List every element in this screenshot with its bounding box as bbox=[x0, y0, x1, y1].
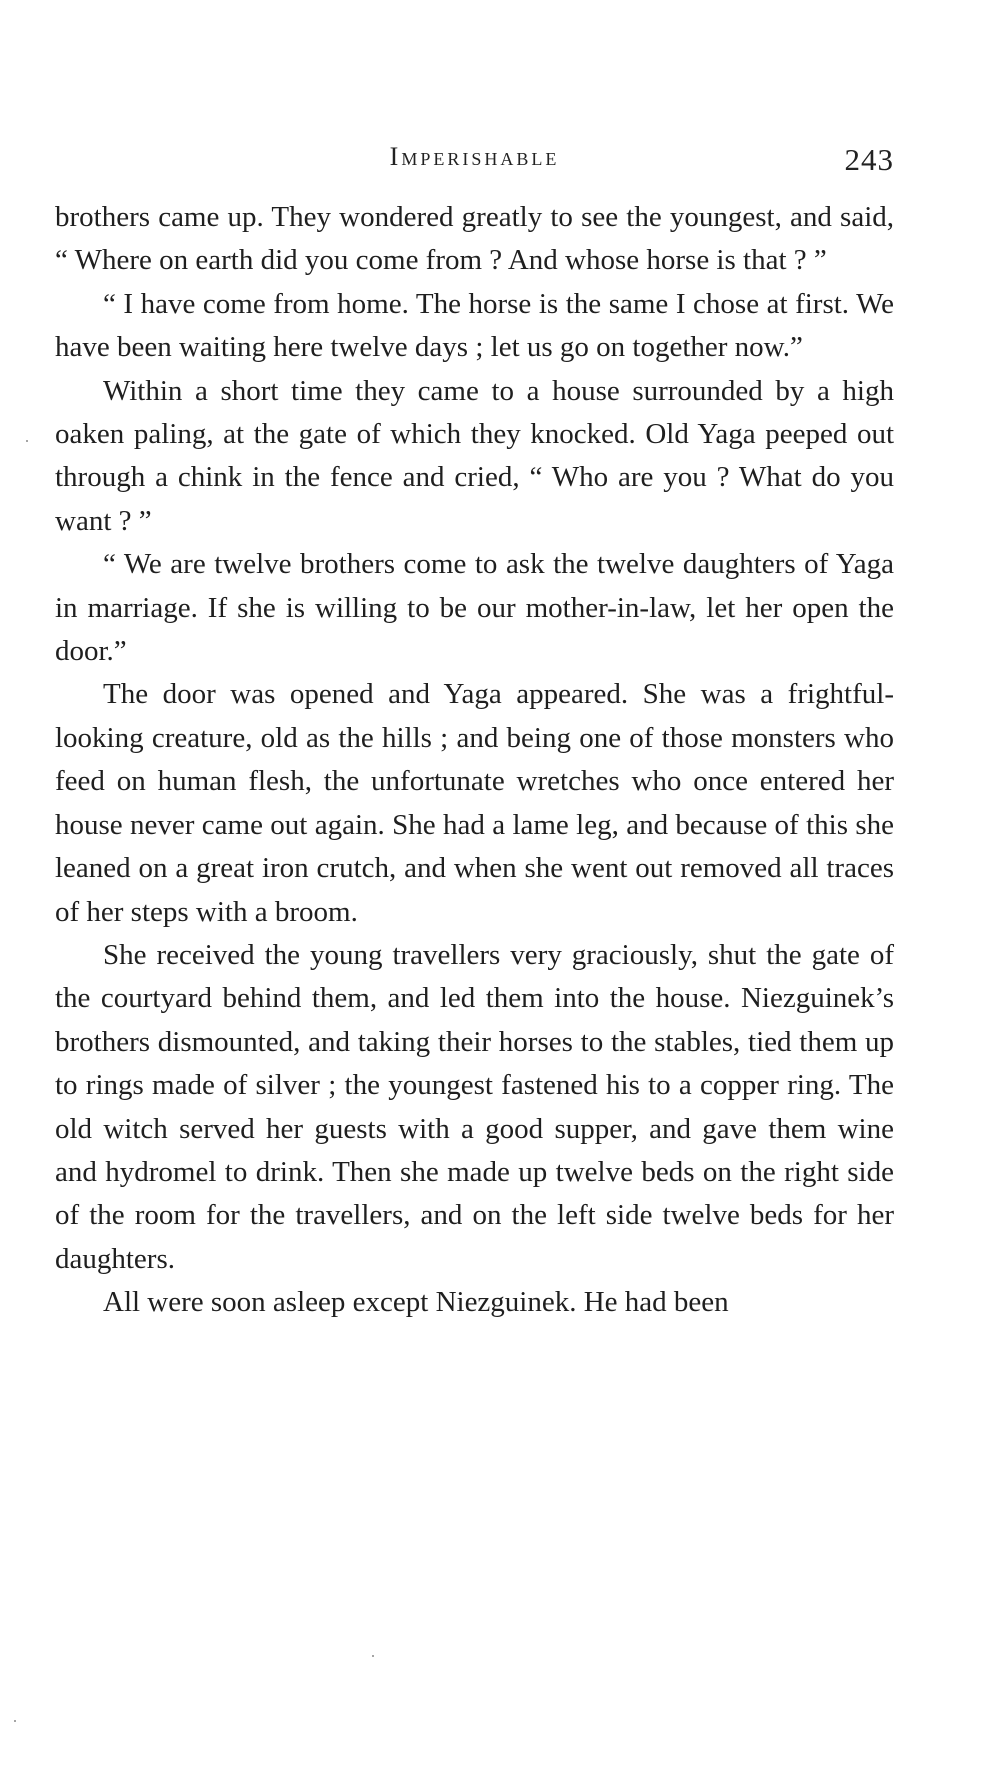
page-number: 243 bbox=[844, 142, 894, 177]
paragraph: “ I have come from home. The horse is the same I chose at first. We have been waiting here twelve days ; let us go on together now.” bbox=[55, 287, 894, 364]
paragraph-last: All were soon asleep except Niezguinek. He had been bbox=[103, 1286, 729, 1319]
paragraph: She received the young travellers very graciously, shut the gate of the courtyard behind them, and led them into the house. Niezguinek’s brothers dismounted, and taking their horses to the stables, tied them up to rings made of silver ; the youngest fastened his to a copper ring. The old witch served her guests with a good supper, and gave them wine and hydromel to drink. Then she made up twelve beds on the right side of the room for the travellers, and on the left side twelve beds for her daughters. bbox=[55, 938, 894, 1275]
paragraph: “ We are twelve brothers come to ask the twelve daughters of Yaga in marriage. If she is willing to be our mother-in-law, let her open the door.” bbox=[55, 548, 894, 668]
scan-speck bbox=[26, 440, 28, 442]
paragraph: The door was opened and Yaga appeared. She was a frightful-looking creature, old as the hills ; and being one of those monsters who feed on human flesh, the unfortunate wretches who once entered her house never came out again. She had a lame leg, and because of this she leaned on a great iron crutch, and when she went out removed all traces of her steps with a broom. bbox=[55, 678, 894, 928]
running-head bbox=[55, 142, 894, 182]
paragraph: Within a short time they came to a house surrounded by a high oaken paling, at the gate of which they knocked. Old Yaga peeped out through a chink in the fence and cried, “ Who are you ? What do you want ? ” bbox=[55, 374, 894, 537]
running-title: Imperishable bbox=[389, 142, 560, 171]
body-text bbox=[55, 196, 894, 1325]
scan-speck bbox=[14, 1720, 16, 1722]
paragraph-continued: brothers came up. They wondered greatly to see the youngest, and said, “ Where on earth did you come from ? And whose horse is that ? ” bbox=[55, 201, 894, 277]
scan-speck bbox=[372, 1655, 374, 1657]
